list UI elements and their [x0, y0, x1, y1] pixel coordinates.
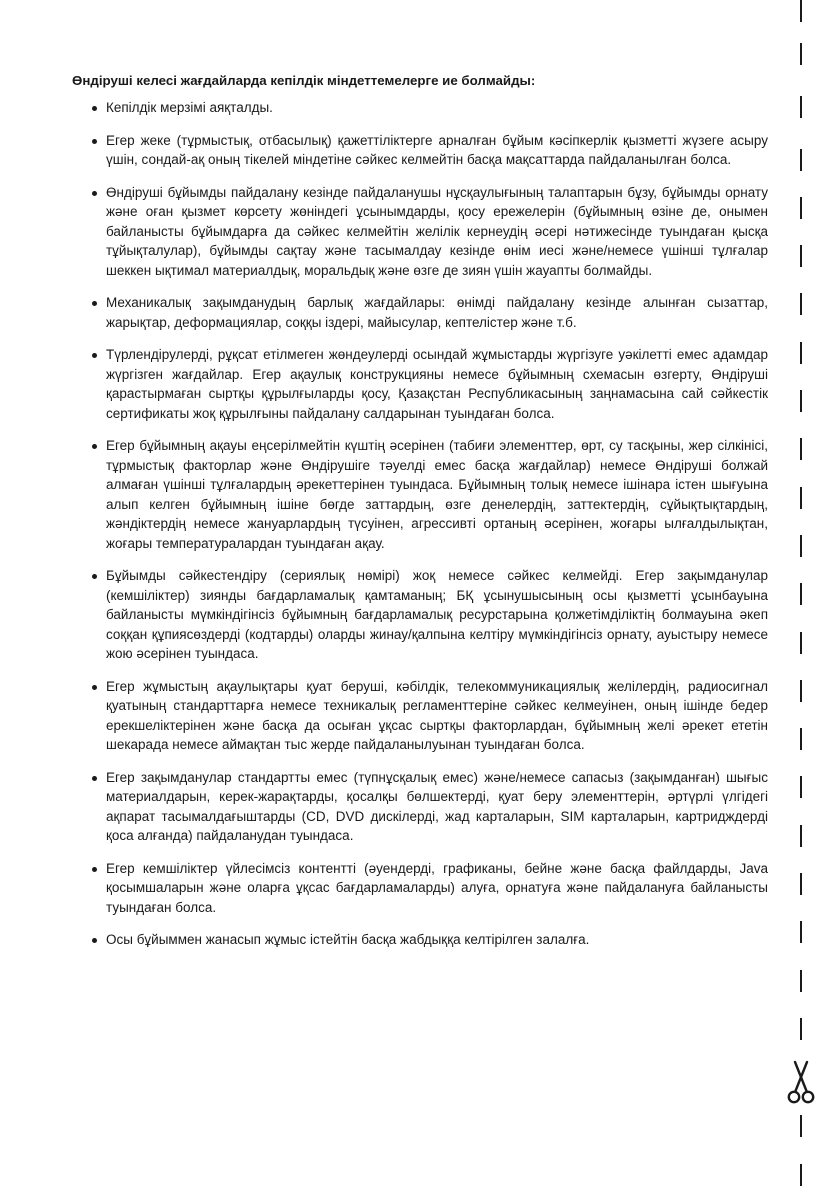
cut-dash [800, 1115, 802, 1137]
cut-dash [800, 873, 802, 895]
cut-dash [800, 245, 802, 267]
cut-dash [800, 342, 802, 364]
warranty-conditions-list [72, 98, 768, 950]
cut-dash [800, 970, 802, 992]
cut-dash [800, 1018, 802, 1040]
cut-dash [800, 776, 802, 798]
cut-dash [800, 149, 802, 171]
cut-dash [800, 535, 802, 557]
cut-dash [800, 197, 802, 219]
cut-dash [800, 390, 802, 412]
list-item: Кепілдік мерзімі аяқталды. [72, 98, 768, 118]
cut-dash [800, 293, 802, 315]
list-item: Бұйымды сәйкестендіру (сериялық нөмірі) жоқ немесе сәйкес келмейді. Егер зақымданулар (кемшіліктер) зиянды бағдарламалық қамтаманың; БҚ ұсынушысының осы қызметті ұсынбауына байланысты мүмкіндігінсіз бұйымның бағдарламалық ресурстарына қолжетімділіктің болмауына әкеп соққан құпиясөздерді (кодтарды) оларды жинау/қалпына келтіру мүмкіндігінсіз орнату, ауыстыру немесе жою әсерінен туындаса. [72, 566, 768, 664]
list-item: Егер жеке (тұрмыстық, отбасылық) қажеттіліктерге арналған бұйым кәсіпкерлік қызметті жүзеге асыру үшін, сондай-ақ оның тікелей міндетіне сәйкес келмейтін басқа мақсаттарда пайдаланылған болса. [72, 131, 768, 170]
list-item: Өндіруші бұйымды пайдалану кезінде пайдаланушы нұсқаулығының талаптарын бұзу, бұйымды орнату және оған қызмет көрсету жөніндегі ұсынымдарды, қосу ережелерін (бұйымның өзіне де, онымен байланысты бұйымдарға да сәйкес келмейтін желілік кернеудің әсері нәтижесінде туындаған қысқа тұйықталулар), бұйымды сақтау және тасымалдау кезінде өнім иесі және/немесе үшінші тұлғалар шеккен ықтимал материалдық, моральдық және өзге де зиян үшін жауапты болмайды. [72, 183, 768, 281]
list-item: Егер зақымданулар стандартты емес (түпнұсқалық емес) және/немесе сапасыз (зақымданған) шығыс материалдарын, керек-жарақтарды, қосалқы бөлшектерді, қуат беру элементтерін, әртүрлі үлгідегі ақпарат тасымалдағыштарды (CD, DVD дискілерді, жад карталарын, SIM карталарын, картридждерді қоса алғанда) пайдаланудан туындаса. [72, 768, 768, 846]
cut-dash [800, 632, 802, 654]
cut-dash [800, 921, 802, 943]
cut-line [796, 0, 806, 1191]
cut-dash [800, 728, 802, 750]
list-item: Осы бұйыммен жанасып жұмыс істейтін басқа жабдыққа келтірілген залалға. [72, 930, 768, 950]
list-item: Егер кемшіліктер үйлесімсіз контентті (әуендерді, графиканы, бейне және басқа файлдарды, Java қосымшаларын және оларға ұқсас бағдарламаларды) алуға, орнатуға және пайдалануға байланысты туындаған болса. [72, 859, 768, 918]
list-item: Егер бұйымның ақауы еңсерілмейтін күштің әсерінен (табиғи элементтер, өрт, су тасқыны, жер сілкінісі, тұрмыстық факторлар және Өндірушіге тәуелді емес басқа жағдайлар) немесе Өндіруші болжай алмаған үшінші тұлғалардың әрекеттерінен туындаса. Бұйымның толық немесе ішінара істен шығуына алып келген бұйымның ішіне бөгде заттардың, өзге денелердің, заттектердің, сұйықтықтардың, жәндіктердің немесе жануарлардың түсуінен, агрессивті ортаның әсерінен, жоғары ылғалдылықтан, жоғары температуралардан туындаған ақау. [72, 436, 768, 553]
warranty-heading: Өндіруші келесі жағдайларда кепілдік міндеттемелерге ие болмайды: [72, 73, 536, 88]
cut-dash [800, 1164, 802, 1186]
cut-dash [800, 438, 802, 460]
list-item: Механикалық зақымданудың барлық жағдайлары: өнімді пайдалану кезінде алынған сызаттар, жарықтар, деформациялар, соққы іздері, майысулар, кептелістер және т.б. [72, 293, 768, 332]
cut-dash [800, 43, 802, 65]
cut-dash [800, 680, 802, 702]
cut-dash [800, 0, 802, 22]
list-item: Егер жұмыстың ақаулықтары қуат беруші, кәбілдік, телекоммуникациялық желілердің, радиосигнал қуатының стандарттарға немесе техникалық регламенттеріне сәйкес келмеуінен, оның ішінде бедер ерекшеліктерінен және басқа да осыған ұқсас сыртқы факторлардан, бұйымның желі әрекет ететін шекарада немесе аймақтан тыс жерде пайдаланылуынан туындаған болса. [72, 677, 768, 755]
cut-dash [800, 583, 802, 605]
list-item: Түрлендірулерді, рұқсат етілмеген жөндеулерді осындай жұмыстарды жүргізуге уәкілетті емес адамдар жүргізген жағдайлар. Егер ақаулық конструкцияны немесе бұйымның схемасын өзгерту, Өндіруші қарастырмаған сыртқы құрылғыларды қосу, Қазақстан Республикасының заңнамасына сай сәйкестік сертификаты жоқ құрылғыны пайдалану салдарынан туындаған болса. [72, 345, 768, 423]
cut-dash [800, 96, 802, 118]
cut-dash [800, 487, 802, 509]
warranty-section [72, 72, 768, 963]
cut-dash [800, 825, 802, 847]
scissors-icon [787, 1060, 815, 1106]
